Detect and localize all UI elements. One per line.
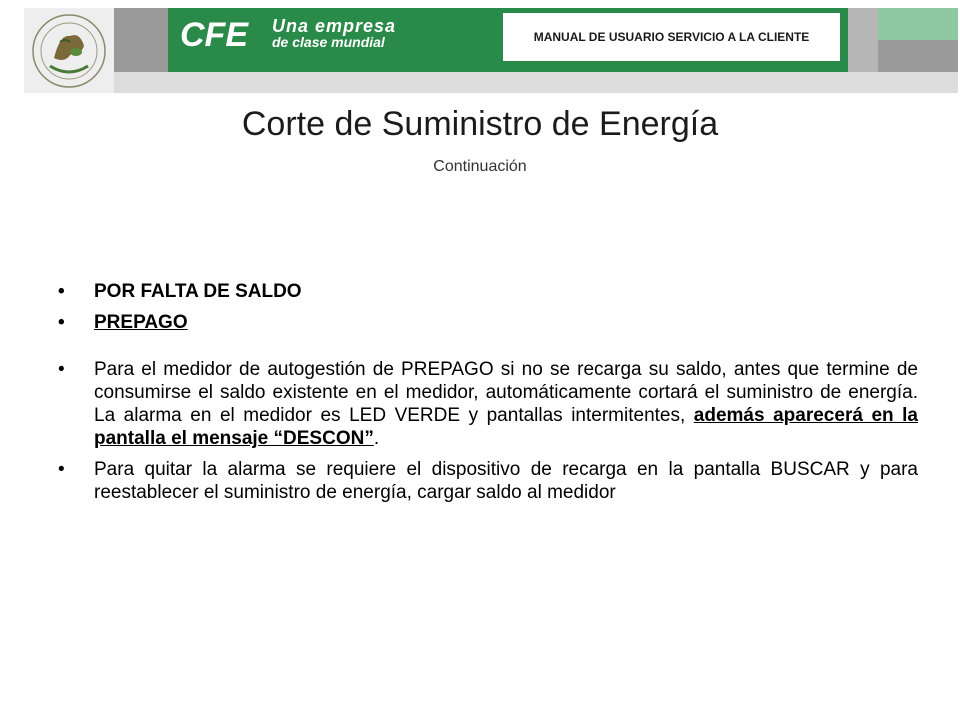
cfe-logo-text: CFE	[180, 16, 248, 54]
bullet-item-quitar-alarma	[58, 458, 918, 504]
header-bottom-strip	[114, 72, 958, 93]
header-right-gray-lower	[878, 40, 958, 72]
bullet-item-falta-saldo	[58, 280, 918, 303]
bullet-text: Para el medidor de autogestión de PREPAGO si no se recarga su saldo, antes que termine de consumirse el saldo existente en el medidor, automáticamente cortará el suministro de energía. La alarma en el medidor es LED VERDE y pantallas intermitentes,	[94, 359, 918, 426]
header-right-gray	[848, 8, 878, 72]
header-gray-block	[114, 8, 168, 72]
bullet-icon: •	[58, 312, 65, 333]
bullet-text: Para quitar la alarma se requiere el dispositivo de recarga en la pantalla BUSCAR y para reestablecer el suministro de energía, cargar saldo al medidor	[94, 459, 918, 503]
manual-title: MANUAL DE USUARIO SERVICIO A LA CLIENTE	[533, 30, 810, 44]
mexico-seal	[24, 8, 114, 93]
bullet-icon: •	[58, 281, 65, 302]
bullet-list	[58, 280, 918, 504]
bullet-text-end: .	[373, 428, 380, 449]
slide-title: Corte de Suministro de Energía	[241, 105, 719, 143]
company-tagline	[272, 18, 396, 50]
tagline-line1: Una empresa	[272, 16, 397, 36]
cfe-logo	[180, 14, 270, 54]
bullet-item-medidor	[58, 358, 918, 450]
bullet-text: PREPAGO	[94, 312, 188, 333]
eagle-seal-icon	[30, 12, 108, 90]
bullet-emphasis: además aparecerá en la pantalla el mensaje “DESCON”	[94, 405, 918, 449]
tagline-line2: de clase mundial	[272, 34, 385, 50]
bullet-icon: •	[58, 459, 65, 480]
bullet-icon: •	[58, 359, 65, 380]
bullet-item-prepago	[58, 311, 918, 334]
slide-header	[0, 0, 960, 96]
header-right-green	[878, 8, 958, 40]
slide-subtitle: Continuación	[433, 158, 527, 175]
bullet-text: POR FALTA DE SALDO	[94, 281, 302, 302]
